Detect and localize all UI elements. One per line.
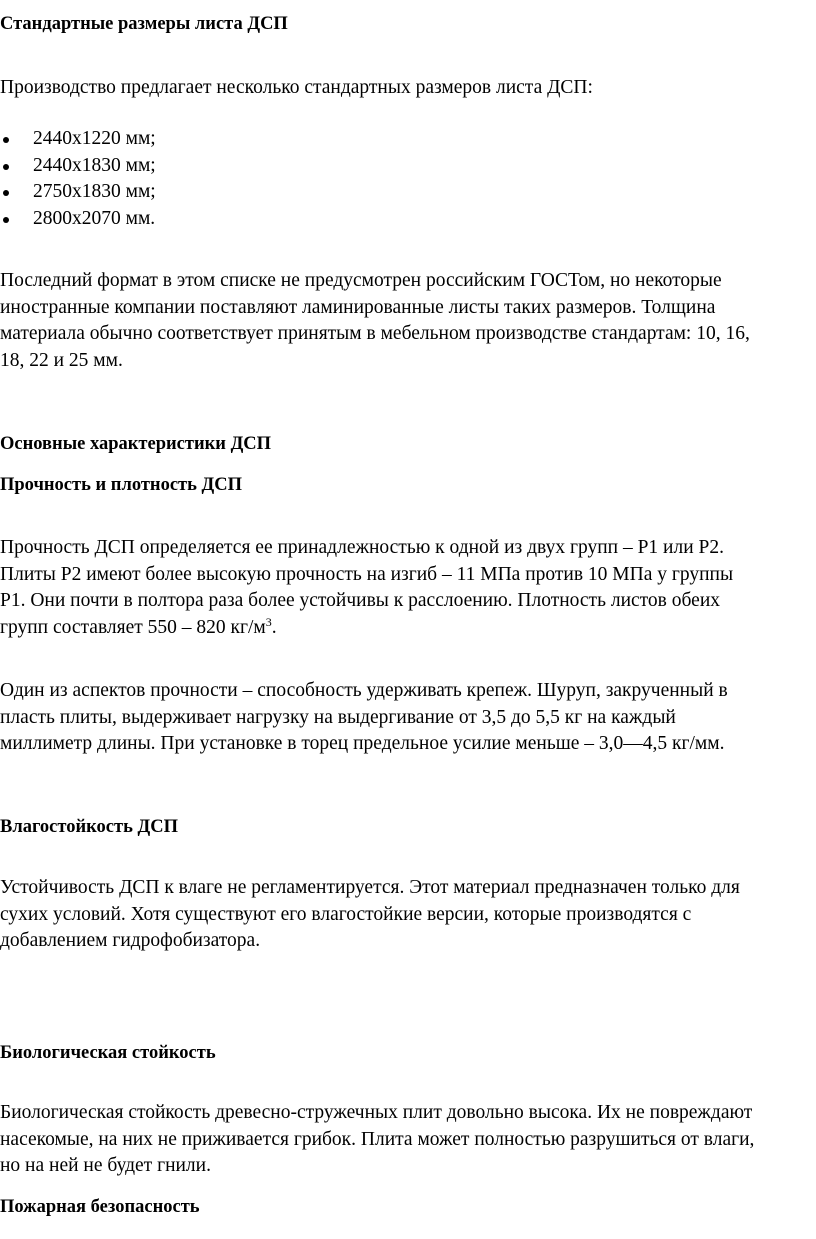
intro-paragraph: Производство предлагает несколько стандартных размеров листа ДСП: xyxy=(0,77,593,98)
list-item: 2800х2070 мм. xyxy=(0,206,156,233)
moisture-paragraph: Устойчивость ДСП к влаге не регламентируется. Этот материал предназначен только для сухих условий. Хотя существуют его влагостойкие версии, которые производятся с добавлением гидрофобизатора. xyxy=(0,877,740,951)
heading-moisture: Влагостойкость ДСП xyxy=(0,817,178,837)
heading-fire-safety: Пожарная безопасность xyxy=(0,1197,200,1217)
bullet-icon xyxy=(3,137,9,143)
fastener-paragraph: Один из аспектов прочности – способность удерживать крепеж. Шуруп, закрученный в пласть плиты, выдерживает нагрузку на выдергивание от 3,5 до 5,5 кг на каждый миллиметр длины. При установке в торец предельное усилие меньше – 3,0—4,5 кг/мм. xyxy=(0,680,728,754)
strength-paragraph: Прочность ДСП определяется ее принадлежностью к одной из двух групп – Р1 или Р2. Плиты Р2 имеют более высокую прочность на изгиб – 11 МПа против 10 МПа у группы Р1. Они почти в полтора раза более устойчивы к расслоению. Плотность листов обеих групп составляет 550 – 820 $кг/м^3$. xyxy=(0,537,734,638)
bullet-icon xyxy=(3,217,9,223)
list-item: 2440х1830 мм; xyxy=(0,153,156,180)
heading-standard-sizes: Стандартные размеры листа ДСП xyxy=(0,14,288,34)
heading-strength: Прочность и плотность ДСП xyxy=(0,475,243,495)
biological-paragraph: Биологическая стойкость древесно-стружечных плит довольно высока. Их не повреждают насекомые, на них не приживается грибок. Плита может полностью разрушиться от влаги, но на ней не будет гнили. xyxy=(0,1102,755,1176)
list-item: 2750х1830 мм; xyxy=(0,179,156,206)
heading-biological: Биологическая стойкость xyxy=(0,1043,216,1063)
heading-main-characteristics: Основные характеристики ДСП xyxy=(0,434,272,454)
bullet-icon xyxy=(3,164,9,170)
list-item: 2440х1220 мм; xyxy=(0,126,156,153)
bullet-icon xyxy=(3,190,9,196)
sizes-list xyxy=(0,126,156,232)
sizes-paragraph: Последний формат в этом списке не предусмотрен российским ГОСТом, но некоторые иностранные компании поставляют ламинированные листы таких размеров. Толщина материала обычно соответствует принятым в мебельном производстве стандартам: 10, 16, 18, 22 и 25 мм. xyxy=(0,270,750,371)
